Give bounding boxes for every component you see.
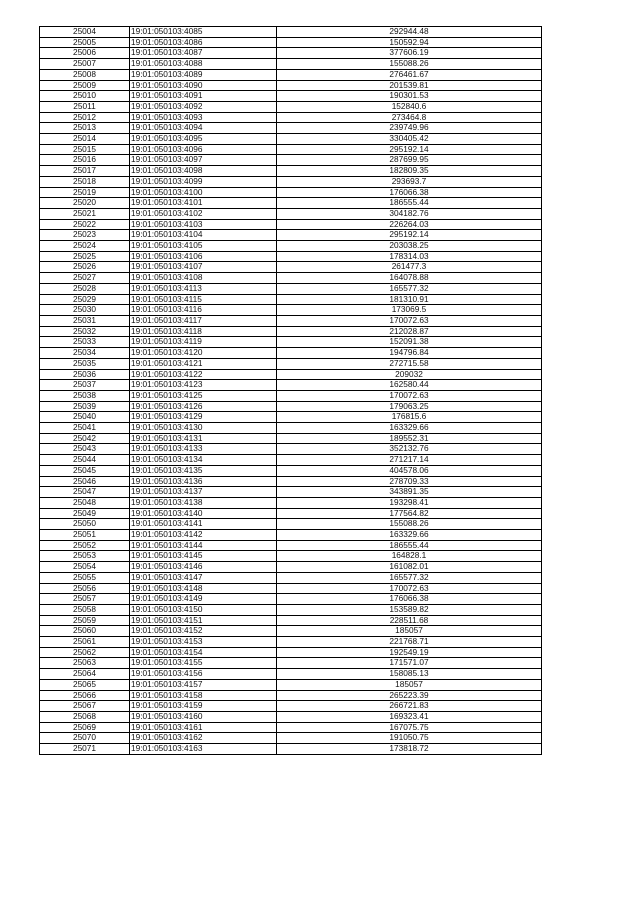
table-row: [40, 27, 542, 38]
cadastral-number-cell: 19:01:050103:4133: [130, 444, 277, 455]
value-cell: 165577.32: [277, 572, 542, 583]
cadastral-number-cell: 19:01:050103:4153: [130, 637, 277, 648]
row-number-cell: 25034: [40, 348, 130, 359]
table-row: [40, 144, 542, 155]
row-number-cell: 25021: [40, 208, 130, 219]
value-cell: 190301.53: [277, 91, 542, 102]
row-number-cell: 25020: [40, 198, 130, 209]
value-cell: 352132.76: [277, 444, 542, 455]
cadastral-number-cell: 19:01:050103:4138: [130, 497, 277, 508]
row-number-cell: 25025: [40, 251, 130, 262]
table-row: [40, 134, 542, 145]
value-cell: 266721.83: [277, 701, 542, 712]
cadastral-number-cell: 19:01:050103:4140: [130, 508, 277, 519]
table-row: [40, 48, 542, 59]
table-row: [40, 733, 542, 744]
value-cell: 265223.39: [277, 690, 542, 701]
value-cell: 163329.66: [277, 423, 542, 434]
row-number-cell: 25048: [40, 497, 130, 508]
cadastral-number-cell: 19:01:050103:4163: [130, 744, 277, 755]
table-row: [40, 465, 542, 476]
value-cell: 178314.03: [277, 251, 542, 262]
row-number-cell: 25050: [40, 519, 130, 530]
table-row: [40, 230, 542, 241]
row-number-cell: 25008: [40, 69, 130, 80]
cadastral-number-cell: 19:01:050103:4136: [130, 476, 277, 487]
table-row: [40, 583, 542, 594]
value-cell: 226264.03: [277, 219, 542, 230]
cadastral-number-cell: 19:01:050103:4161: [130, 722, 277, 733]
row-number-cell: 25063: [40, 658, 130, 669]
row-number-cell: 25004: [40, 27, 130, 38]
table-row: [40, 476, 542, 487]
value-cell: 186555.44: [277, 198, 542, 209]
table-row: [40, 69, 542, 80]
cadastral-number-cell: 19:01:050103:4107: [130, 262, 277, 273]
row-number-cell: 25019: [40, 187, 130, 198]
value-cell: 162580.44: [277, 380, 542, 391]
value-cell: 176066.38: [277, 187, 542, 198]
row-number-cell: 25006: [40, 48, 130, 59]
table-row: [40, 166, 542, 177]
row-number-cell: 25030: [40, 305, 130, 316]
value-cell: 176066.38: [277, 594, 542, 605]
row-number-cell: 25038: [40, 390, 130, 401]
value-cell: 155088.26: [277, 59, 542, 70]
value-cell: 173069.5: [277, 305, 542, 316]
cadastral-number-cell: 19:01:050103:4118: [130, 326, 277, 337]
cadastral-number-cell: 19:01:050103:4141: [130, 519, 277, 530]
value-cell: 155088.26: [277, 519, 542, 530]
value-cell: 181310.91: [277, 294, 542, 305]
row-number-cell: 25068: [40, 712, 130, 723]
table-row: [40, 315, 542, 326]
row-number-cell: 25041: [40, 423, 130, 434]
cadastral-number-cell: 19:01:050103:4105: [130, 241, 277, 252]
value-cell: 177564.82: [277, 508, 542, 519]
cadastral-number-cell: 19:01:050103:4152: [130, 626, 277, 637]
table-row: [40, 508, 542, 519]
cadastral-number-cell: 19:01:050103:4102: [130, 208, 277, 219]
value-cell: 287699.95: [277, 155, 542, 166]
value-cell: 185057: [277, 679, 542, 690]
value-cell: 193298.41: [277, 497, 542, 508]
row-number-cell: 25017: [40, 166, 130, 177]
table-row: [40, 101, 542, 112]
table-row: [40, 198, 542, 209]
table-row: [40, 294, 542, 305]
cadastral-number-cell: 19:01:050103:4093: [130, 112, 277, 123]
row-number-cell: 25012: [40, 112, 130, 123]
table-row: [40, 123, 542, 134]
table-row: [40, 562, 542, 573]
table-row: [40, 669, 542, 680]
table-body: [40, 27, 542, 755]
cadastral-number-cell: 19:01:050103:4117: [130, 315, 277, 326]
table-row: [40, 401, 542, 412]
cadastral-number-cell: 19:01:050103:4097: [130, 155, 277, 166]
row-number-cell: 25013: [40, 123, 130, 134]
row-number-cell: 25040: [40, 412, 130, 423]
value-cell: 161082.01: [277, 562, 542, 573]
value-cell: 404578.06: [277, 465, 542, 476]
value-cell: 278709.33: [277, 476, 542, 487]
table-row: [40, 283, 542, 294]
cadastral-number-cell: 19:01:050103:4157: [130, 679, 277, 690]
table-row: [40, 647, 542, 658]
row-number-cell: 25061: [40, 637, 130, 648]
cadastral-number-cell: 19:01:050103:4156: [130, 669, 277, 680]
cadastral-number-cell: 19:01:050103:4096: [130, 144, 277, 155]
row-number-cell: 25005: [40, 37, 130, 48]
row-number-cell: 25014: [40, 134, 130, 145]
table-row: [40, 637, 542, 648]
cadastral-number-cell: 19:01:050103:4134: [130, 455, 277, 466]
cadastral-number-cell: 19:01:050103:4092: [130, 101, 277, 112]
cadastral-number-cell: 19:01:050103:4122: [130, 369, 277, 380]
value-cell: 271217.14: [277, 455, 542, 466]
row-number-cell: 25071: [40, 744, 130, 755]
row-number-cell: 25032: [40, 326, 130, 337]
cadastral-number-cell: 19:01:050103:4108: [130, 273, 277, 284]
value-cell: 293693.7: [277, 176, 542, 187]
row-number-cell: 25022: [40, 219, 130, 230]
table-row: [40, 497, 542, 508]
cadastral-number-cell: 19:01:050103:4123: [130, 380, 277, 391]
row-number-cell: 25024: [40, 241, 130, 252]
table-row: [40, 626, 542, 637]
row-number-cell: 25037: [40, 380, 130, 391]
row-number-cell: 25064: [40, 669, 130, 680]
row-number-cell: 25031: [40, 315, 130, 326]
cadastral-value-table: [39, 26, 542, 755]
value-cell: 185057: [277, 626, 542, 637]
cadastral-number-cell: 19:01:050103:4145: [130, 551, 277, 562]
cadastral-number-cell: 19:01:050103:4142: [130, 530, 277, 541]
value-cell: 239749.96: [277, 123, 542, 134]
value-cell: 173818.72: [277, 744, 542, 755]
table-row: [40, 59, 542, 70]
table-row: [40, 390, 542, 401]
cadastral-number-cell: 19:01:050103:4087: [130, 48, 277, 59]
cadastral-number-cell: 19:01:050103:4121: [130, 358, 277, 369]
value-cell: 170072.63: [277, 315, 542, 326]
row-number-cell: 25039: [40, 401, 130, 412]
row-number-cell: 25055: [40, 572, 130, 583]
value-cell: 169323.41: [277, 712, 542, 723]
value-cell: 153589.82: [277, 604, 542, 615]
table-row: [40, 208, 542, 219]
value-cell: 179063.25: [277, 401, 542, 412]
cadastral-number-cell: 19:01:050103:4151: [130, 615, 277, 626]
table-row: [40, 412, 542, 423]
table-row: [40, 176, 542, 187]
cadastral-number-cell: 19:01:050103:4101: [130, 198, 277, 209]
cadastral-number-cell: 19:01:050103:4130: [130, 423, 277, 434]
table-row: [40, 369, 542, 380]
table-row: [40, 722, 542, 733]
row-number-cell: 25043: [40, 444, 130, 455]
value-cell: 164078.88: [277, 273, 542, 284]
table-row: [40, 679, 542, 690]
row-number-cell: 25059: [40, 615, 130, 626]
row-number-cell: 25015: [40, 144, 130, 155]
value-cell: 212028.87: [277, 326, 542, 337]
row-number-cell: 25009: [40, 80, 130, 91]
row-number-cell: 25027: [40, 273, 130, 284]
cadastral-number-cell: 19:01:050103:4154: [130, 647, 277, 658]
value-cell: 189552.31: [277, 433, 542, 444]
table-row: [40, 519, 542, 530]
row-number-cell: 25052: [40, 540, 130, 551]
table-row: [40, 572, 542, 583]
cadastral-number-cell: 19:01:050103:4146: [130, 562, 277, 573]
value-cell: 152840.6: [277, 101, 542, 112]
cadastral-number-cell: 19:01:050103:4135: [130, 465, 277, 476]
value-cell: 304182.76: [277, 208, 542, 219]
value-cell: 192549.19: [277, 647, 542, 658]
value-cell: 203038.25: [277, 241, 542, 252]
cadastral-number-cell: 19:01:050103:4088: [130, 59, 277, 70]
row-number-cell: 25011: [40, 101, 130, 112]
value-cell: 191050.75: [277, 733, 542, 744]
table-row: [40, 251, 542, 262]
row-number-cell: 25023: [40, 230, 130, 241]
value-cell: 221768.71: [277, 637, 542, 648]
cadastral-number-cell: 19:01:050103:4099: [130, 176, 277, 187]
value-cell: 292944.48: [277, 27, 542, 38]
cadastral-number-cell: 19:01:050103:4160: [130, 712, 277, 723]
value-cell: 273464.8: [277, 112, 542, 123]
table-row: [40, 530, 542, 541]
value-cell: 182809.35: [277, 166, 542, 177]
table-row: [40, 487, 542, 498]
cadastral-number-cell: 19:01:050103:4148: [130, 583, 277, 594]
value-cell: 163329.66: [277, 530, 542, 541]
table-row: [40, 712, 542, 723]
cadastral-number-cell: 19:01:050103:4086: [130, 37, 277, 48]
table-row: [40, 701, 542, 712]
row-number-cell: 25026: [40, 262, 130, 273]
cadastral-number-cell: 19:01:050103:4129: [130, 412, 277, 423]
row-number-cell: 25016: [40, 155, 130, 166]
cadastral-number-cell: 19:01:050103:4162: [130, 733, 277, 744]
table-row: [40, 540, 542, 551]
cadastral-number-cell: 19:01:050103:4155: [130, 658, 277, 669]
value-cell: 165577.32: [277, 283, 542, 294]
value-cell: 167075.75: [277, 722, 542, 733]
cadastral-number-cell: 19:01:050103:4158: [130, 690, 277, 701]
value-cell: 170072.63: [277, 583, 542, 594]
cadastral-number-cell: 19:01:050103:4104: [130, 230, 277, 241]
row-number-cell: 25057: [40, 594, 130, 605]
cadastral-number-cell: 19:01:050103:4150: [130, 604, 277, 615]
cadastral-number-cell: 19:01:050103:4144: [130, 540, 277, 551]
cadastral-number-cell: 19:01:050103:4115: [130, 294, 277, 305]
table-row: [40, 241, 542, 252]
row-number-cell: 25054: [40, 562, 130, 573]
row-number-cell: 25046: [40, 476, 130, 487]
row-number-cell: 25058: [40, 604, 130, 615]
table-row: [40, 80, 542, 91]
table-row: [40, 380, 542, 391]
value-cell: 343891.35: [277, 487, 542, 498]
table-row: [40, 658, 542, 669]
row-number-cell: 25069: [40, 722, 130, 733]
row-number-cell: 25029: [40, 294, 130, 305]
row-number-cell: 25018: [40, 176, 130, 187]
cadastral-number-cell: 19:01:050103:4089: [130, 69, 277, 80]
cadastral-number-cell: 19:01:050103:4106: [130, 251, 277, 262]
table-row: [40, 219, 542, 230]
table-row: [40, 594, 542, 605]
value-cell: 152091.38: [277, 337, 542, 348]
value-cell: 164828.1: [277, 551, 542, 562]
cadastral-number-cell: 19:01:050103:4116: [130, 305, 277, 316]
table-row: [40, 604, 542, 615]
cadastral-number-cell: 19:01:050103:4100: [130, 187, 277, 198]
cadastral-number-cell: 19:01:050103:4126: [130, 401, 277, 412]
value-cell: 276461.67: [277, 69, 542, 80]
row-number-cell: 25035: [40, 358, 130, 369]
table-row: [40, 455, 542, 466]
value-cell: 194796.84: [277, 348, 542, 359]
cadastral-number-cell: 19:01:050103:4095: [130, 134, 277, 145]
cadastral-number-cell: 19:01:050103:4120: [130, 348, 277, 359]
cadastral-number-cell: 19:01:050103:4149: [130, 594, 277, 605]
cadastral-number-cell: 19:01:050103:4113: [130, 283, 277, 294]
row-number-cell: 25049: [40, 508, 130, 519]
value-cell: 186555.44: [277, 540, 542, 551]
row-number-cell: 25042: [40, 433, 130, 444]
table-row: [40, 273, 542, 284]
table-row: [40, 91, 542, 102]
row-number-cell: 25053: [40, 551, 130, 562]
row-number-cell: 25033: [40, 337, 130, 348]
table-row: [40, 37, 542, 48]
table-row: [40, 744, 542, 755]
row-number-cell: 25045: [40, 465, 130, 476]
value-cell: 228511.68: [277, 615, 542, 626]
row-number-cell: 25060: [40, 626, 130, 637]
cadastral-number-cell: 19:01:050103:4091: [130, 91, 277, 102]
cadastral-number-cell: 19:01:050103:4119: [130, 337, 277, 348]
row-number-cell: 25036: [40, 369, 130, 380]
row-number-cell: 25067: [40, 701, 130, 712]
table-row: [40, 444, 542, 455]
row-number-cell: 25056: [40, 583, 130, 594]
table-row: [40, 155, 542, 166]
cadastral-number-cell: 19:01:050103:4137: [130, 487, 277, 498]
value-cell: 209032: [277, 369, 542, 380]
cadastral-number-cell: 19:01:050103:4159: [130, 701, 277, 712]
value-cell: 176815.6: [277, 412, 542, 423]
row-number-cell: 25051: [40, 530, 130, 541]
cadastral-number-cell: 19:01:050103:4131: [130, 433, 277, 444]
cadastral-number-cell: 19:01:050103:4085: [130, 27, 277, 38]
value-cell: 170072.63: [277, 390, 542, 401]
value-cell: 330405.42: [277, 134, 542, 145]
table-row: [40, 305, 542, 316]
table-row: [40, 187, 542, 198]
table-row: [40, 615, 542, 626]
row-number-cell: 25044: [40, 455, 130, 466]
cadastral-number-cell: 19:01:050103:4098: [130, 166, 277, 177]
row-number-cell: 25028: [40, 283, 130, 294]
table-row: [40, 551, 542, 562]
row-number-cell: 25010: [40, 91, 130, 102]
value-cell: 295192.14: [277, 144, 542, 155]
value-cell: 295192.14: [277, 230, 542, 241]
value-cell: 158085.13: [277, 669, 542, 680]
row-number-cell: 25062: [40, 647, 130, 658]
table-row: [40, 348, 542, 359]
cadastral-number-cell: 19:01:050103:4094: [130, 123, 277, 134]
cadastral-number-cell: 19:01:050103:4125: [130, 390, 277, 401]
table-row: [40, 326, 542, 337]
row-number-cell: 25047: [40, 487, 130, 498]
value-cell: 150592.94: [277, 37, 542, 48]
cadastral-number-cell: 19:01:050103:4103: [130, 219, 277, 230]
table-row: [40, 337, 542, 348]
row-number-cell: 25065: [40, 679, 130, 690]
cadastral-number-cell: 19:01:050103:4147: [130, 572, 277, 583]
value-cell: 377606.19: [277, 48, 542, 59]
table-row: [40, 262, 542, 273]
table-row: [40, 112, 542, 123]
value-cell: 171571.07: [277, 658, 542, 669]
row-number-cell: 25007: [40, 59, 130, 70]
value-cell: 272715.58: [277, 358, 542, 369]
value-cell: 201539.81: [277, 80, 542, 91]
cadastral-number-cell: 19:01:050103:4090: [130, 80, 277, 91]
row-number-cell: 25066: [40, 690, 130, 701]
table-row: [40, 433, 542, 444]
table-row: [40, 423, 542, 434]
table-row: [40, 690, 542, 701]
table-row: [40, 358, 542, 369]
value-cell: 261477.3: [277, 262, 542, 273]
row-number-cell: 25070: [40, 733, 130, 744]
